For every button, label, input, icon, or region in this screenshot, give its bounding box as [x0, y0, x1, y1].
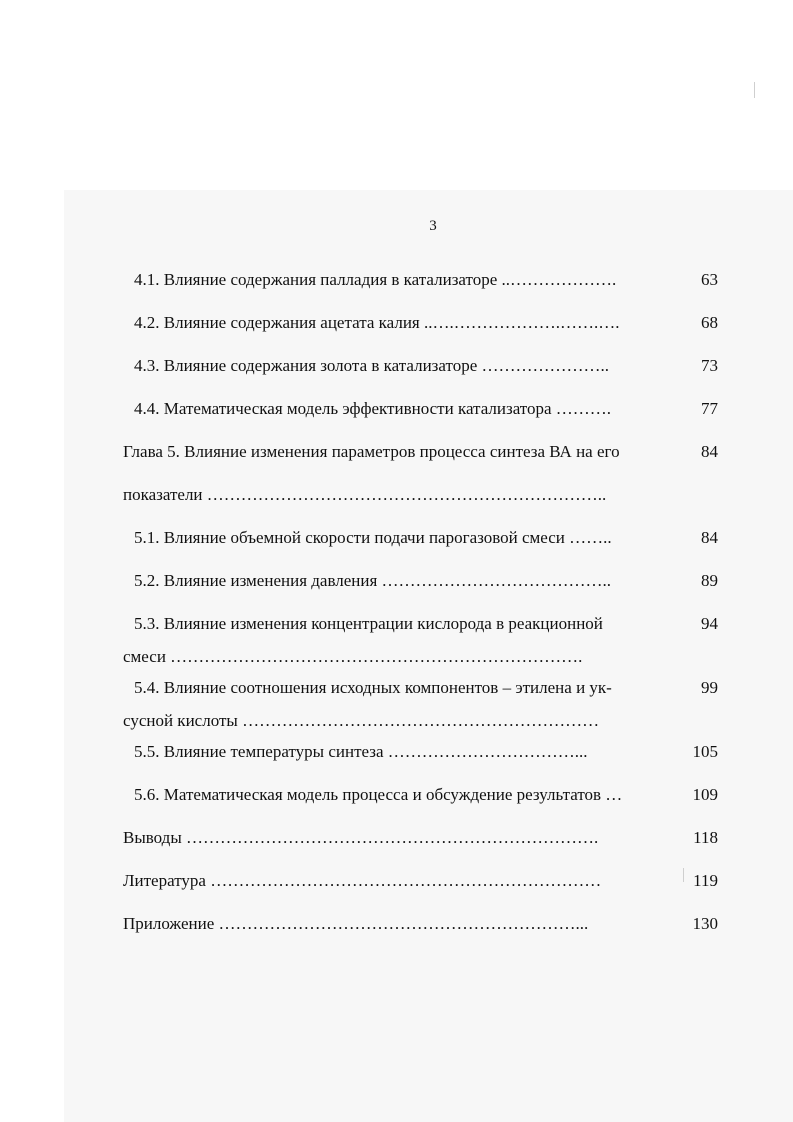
toc-entry-appendix[interactable]: Приложение ………………………………………………………... — [123, 914, 589, 933]
toc-entry-chapter-5[interactable]: Глава 5. Влияние изменения параметров процесса синтеза ВА на его — [123, 442, 620, 461]
toc-page-5-5: 105 — [692, 742, 718, 761]
toc-page-chapter-5: 84 — [701, 442, 718, 461]
toc-entry-5-3[interactable]: 5.3. Влияние изменения концентрации кислорода в реакционной — [134, 614, 603, 633]
toc-entry-5-6[interactable]: 5.6. Математическая модель процесса и обсуждение результатов … — [134, 785, 623, 804]
toc-entry-conclusions[interactable]: Выводы ………………………………………………………………. — [123, 828, 599, 847]
toc-entry-4-3[interactable]: 4.3. Влияние содержания золота в катализаторе ………………….. — [134, 356, 609, 375]
toc-entry-5-4-cont[interactable]: сусной кислоты ……………………………………………………… — [123, 711, 600, 730]
toc-page-literature: 119 — [693, 871, 718, 890]
toc-page-4-1: 63 — [701, 270, 718, 289]
toc-page-4-2: 68 — [701, 313, 718, 332]
toc-page-4-3: 73 — [701, 356, 718, 375]
toc-page-appendix: 130 — [692, 914, 718, 933]
toc-page-4-4: 77 — [701, 399, 718, 418]
toc-page-conclusions: 118 — [693, 828, 718, 847]
toc-entry-literature[interactable]: Литература …………………………………………………………… — [123, 871, 602, 890]
page-number: 3 — [429, 218, 437, 234]
toc-entry-4-4[interactable]: 4.4. Математическая модель эффективности катализатора ………. — [134, 399, 612, 418]
scan-speck — [754, 82, 755, 98]
toc-entry-5-2[interactable]: 5.2. Влияние изменения давления ………………………………….. — [134, 571, 612, 590]
toc-entry-5-3-cont[interactable]: смеси ………………………………………………………………. — [123, 647, 583, 666]
toc-entry-5-5[interactable]: 5.5. Влияние температуры синтеза ……………………………... — [134, 742, 588, 761]
toc-entry-chapter-5-cont[interactable]: показатели …………………………………………………………….. — [123, 485, 607, 504]
toc-entry-5-4[interactable]: 5.4. Влияние соотношения исходных компонентов – этилена и ук- — [134, 678, 612, 697]
toc-page-5-6: 109 — [692, 785, 718, 804]
toc-entry-4-2[interactable]: 4.2. Влияние содержания ацетата калия ..….……………….…….…. — [134, 313, 620, 332]
toc-page-5-1: 84 — [701, 528, 718, 547]
toc-page-5-4: 99 — [701, 678, 718, 697]
toc-page-5-2: 89 — [701, 571, 718, 590]
toc-entry-4-1[interactable]: 4.1. Влияние содержания палладия в катализаторе ..………………. — [134, 270, 617, 289]
toc-entry-5-1[interactable]: 5.1. Влияние объемной скорости подачи парогазовой смеси …….. — [134, 528, 612, 547]
toc-page-5-3: 94 — [701, 614, 718, 633]
